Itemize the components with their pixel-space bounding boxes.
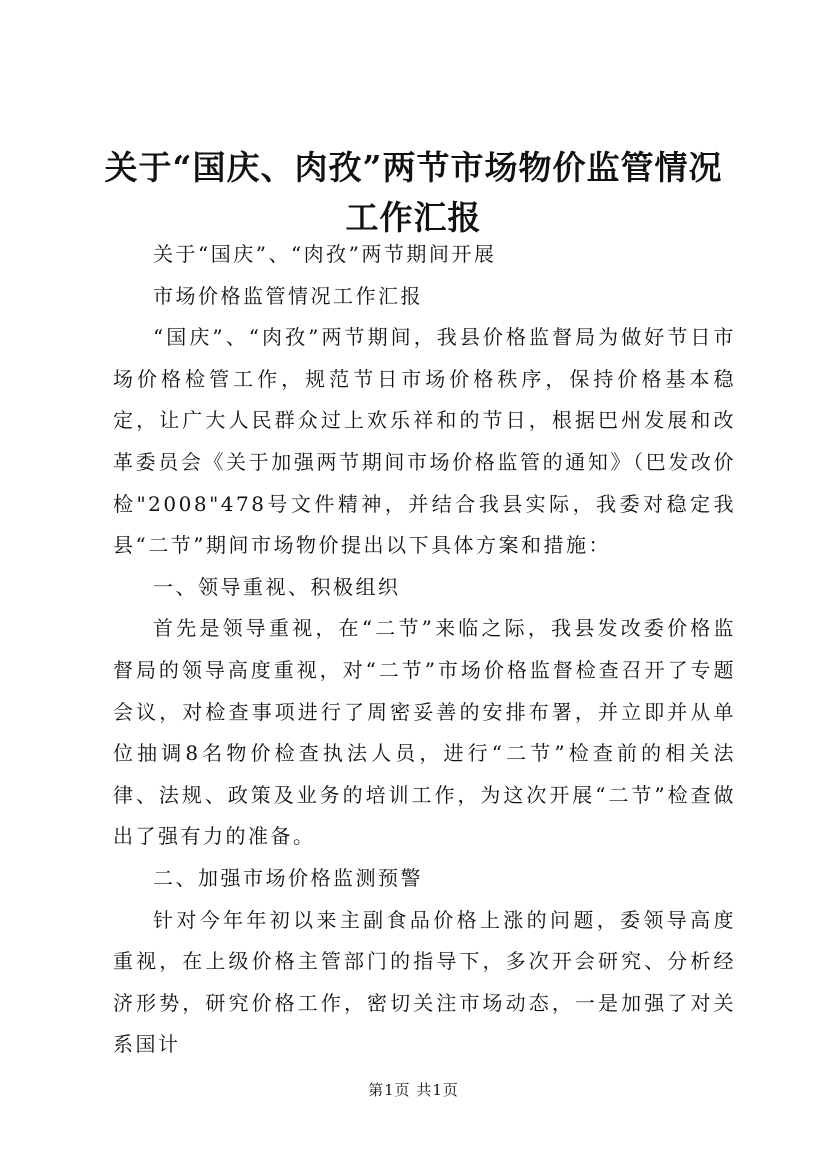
paragraph: 关于“国庆”、“肉孜”两节期间开展 xyxy=(153,242,497,266)
document-title: 关于“国庆、肉孜”两节市场物价监管情况工作汇报 xyxy=(104,148,723,237)
paragraph: 首先是领导重视，在“二节”来临之际，我县发改委价格监督局的领导高度重视，对“二节”市场价格监督检查召开了专题会议，对检查事项进行了周密妥善的安排布署，并立即并从单位抽调8名物价检查执法人员，进行“二节”检查前的相关法律、法规、政策及业务的培训工作，为这次开展“二节”检查做出了强有力的准备。 xyxy=(113,616,736,849)
section-heading: 二、加强市场价格监测预警 xyxy=(153,865,423,890)
paragraph: 市场价格监管情况工作汇报 xyxy=(153,283,423,308)
section-heading: 一、领导重视、积极组织 xyxy=(153,574,401,599)
paragraph: “国庆”、“肉孜”两节期间，我县价格监督局为做好节日市场价格检管工作，规范节日市场价格秩序，保持价格基本稳定，让广大人民群众过上欢乐祥和的节日，根据巴州发展和改革委员会《关于加强两节期间市场价格监管的通知》（巴发改价检"2008"478号文件精神，并结合我县实际，我委对稳定我县“二节”期间市场物价提出以下具体方案和措施： xyxy=(113,325,736,558)
paragraph: 针对今年年初以来主副食品价格上涨的问题，委领导高度重视，在上级价格主管部门的指导下，多次开会研究、分析经济形势，研究价格工作，密切关注市场动态，一是加强了对关系国计 xyxy=(113,907,736,1057)
page-footer: 第1页 共1页 xyxy=(368,1081,459,1099)
document-body xyxy=(113,234,736,1066)
